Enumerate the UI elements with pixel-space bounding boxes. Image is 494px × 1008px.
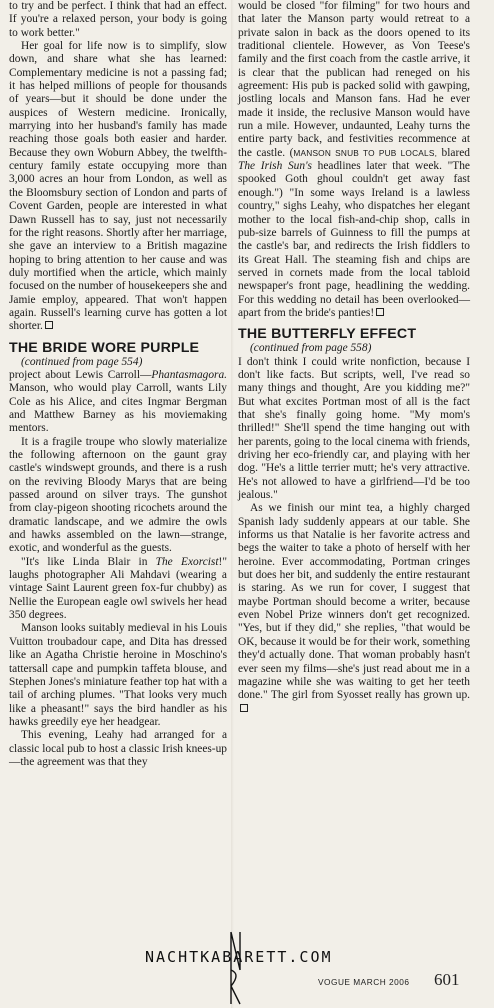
left-paragraph-2: Her goal for life now is to simplify, slow down, and share what she has learned: Complementary medicine is not a passing fad; it has helped millions of people for thousands of years—but it should be done under the auspices of Western medicine. Ironically, marrying into her husband's family has made reaching those goals both easier and harder. Because they own Woburn Abbey, the twelfth-century family estate occupying more than 3,000 acres an hour from London, as well as the Bloomsbury section of London and parts of Covent Garden, people are interested in what Dawn Russell has to say, just not necessarily for the right reasons. Shortly after her marriage, she gave an interview to a British magazine hoping to bring attention to her cause and was duly mortified when the article, which mainly focused on the number of housekeepers she and Jamie employ, appeared. That won't happen again. Russell's learning curve has gotten a lot shorter. <box>9 40 227 333</box>
left-paragraph-4: It is a fragile troupe who slowly materialize the following afternoon on the gaunt gray castle's windswept grounds, and there is a rush on the reviving Bloody Marys that are being passed around on silver trays. The gunshot from clay-pigeon shooting ricochets around the dramatic landscape, and we admire the owls and hawks assembled on the lawn—strange, exotic, and wonderful as the guests. <box>9 435 227 555</box>
section-heading-bride-wore-purple: THE BRIDE WORE PURPLE <box>9 339 200 356</box>
right-paragraph-2: I don't think I could write nonfiction, because I don't like facts. But scripts, well, I've read so many things and thought, Are you kidding me?" But what excites Portman most of all is the fact that she's finally going home. "My mom's thrilled!" She'll spend the time hanging out with her parents, going to the local cinema with friends, driving her eco-friendly car, and playing with her dog. "He's a little terrier mutt; he's very attractive. He's not allowed to have a girlfriend—I'd be too jealous." <box>238 355 470 502</box>
left-paragraph-1: to try and be perfect. I think that had an effect. If you're a relaxed person, your body is going to work better." <box>9 0 227 39</box>
left-paragraph-5: "It's like Linda Blair in The Exorcist!" laughs photographer Ali Mahdavi (wearing a vintage Saint Laurent green fox-fur chubby) as Nellie the European eagle owl swivels her head 350 degrees. <box>9 555 227 622</box>
left-paragraph-6: Manson looks suitably medieval in his Louis Vuitton troubadour cape, and Dita has dressed like an Agatha Christie heroine in Moschino's tattersall cape and pumpkin taffeta blouse, and Stephen Jones's miniature feather top hat with a tail of arching plumes. "That looks very much like a pheasant!" says the bird handler as his hawks greedily eye her headgear. <box>9 622 227 728</box>
continued-note: (continued from page 558) <box>250 342 372 355</box>
page-number: 601 <box>434 970 460 989</box>
continued-note: (continued from page 554) <box>21 355 143 368</box>
footer-issue-label: VOGUE MARCH 2006 <box>318 977 410 987</box>
section-heading-butterfly-effect: THE BUTTERFLY EFFECT <box>238 326 417 343</box>
right-column <box>238 0 470 716</box>
watermark-text: NACHTKABARETT.COM <box>145 948 333 966</box>
left-column <box>9 0 227 769</box>
right-paragraph-1: would be closed "for filming" for two hours and that later the Manson party would retreat to a private salon in back as the doors opened to its traditional clientele. However, as Von Teese's family and the first coach from the castle arrive, it is clear that the publican had reneged on his agreement: His pub is packed solid with gawping, jostling locals and Manson fans. Had he ever made it inside, the reclusive Manson would have run a mile. However, undaunted, Leahy turns the entire party back, and festivities recommence at the castle. (MANSON SNUB TO PUB LOCALS, blared The Irish Sun's headlines later that week. "The spooked Goth ghoul couldn't get away fast enough.") "In some ways Ireland is a lawless country," sighs Leahy, who dispatches her elegant mother to the local fish-and-chip shop, calls in pub-size barrels of Guinness to fill the pumps at the castle's bar, and redirects the Irish fiddlers to its Great Hall. The steaming fish and chips are served in cornets made from the local tabloid newspaper's front page, headlining the wedding. For this wedding no detail has been overlooked—apart from the bride's panties! <box>238 0 470 319</box>
end-mark-icon <box>45 321 53 329</box>
right-paragraph-3: As we finish our mint tea, a highly charged Spanish lady suddenly appears at our table. She informs us that Natalie is her favorite actress and begs the waiter to take a photo of herself with her heroine. Ever accommodating, Portman cringes but does her bit, and suddenly the entire restaurant is staring. As we run for cover, I suggest that maybe Portman should become a writer, because even Nobel Prize winners don't get recognized. "Yes, but if they did," she replies, "that would be OK, because it would be for their work, something they'd actually done. That woman probably hasn't ever seen my films—she's just read about me in a magazine while she was waiting to get her teeth done." The girl from Syosset really has grown up. <box>238 502 470 716</box>
end-mark-icon <box>240 704 248 712</box>
left-paragraph-3: project about Lewis Carroll—Phantasmagora. Manson, who would play Carroll, wants Lily Cole as his Alice, and cites Ingmar Bergman and Matthew Barney as his moviemaking mentors. <box>9 368 227 435</box>
watermark-logo-icon <box>228 930 244 1006</box>
end-mark-icon <box>376 308 384 316</box>
left-paragraph-7: This evening, Leahy had arranged for a classic local pub to host a classic Irish knees-up—the agreement was that they <box>9 729 227 768</box>
gutter <box>231 0 234 1008</box>
